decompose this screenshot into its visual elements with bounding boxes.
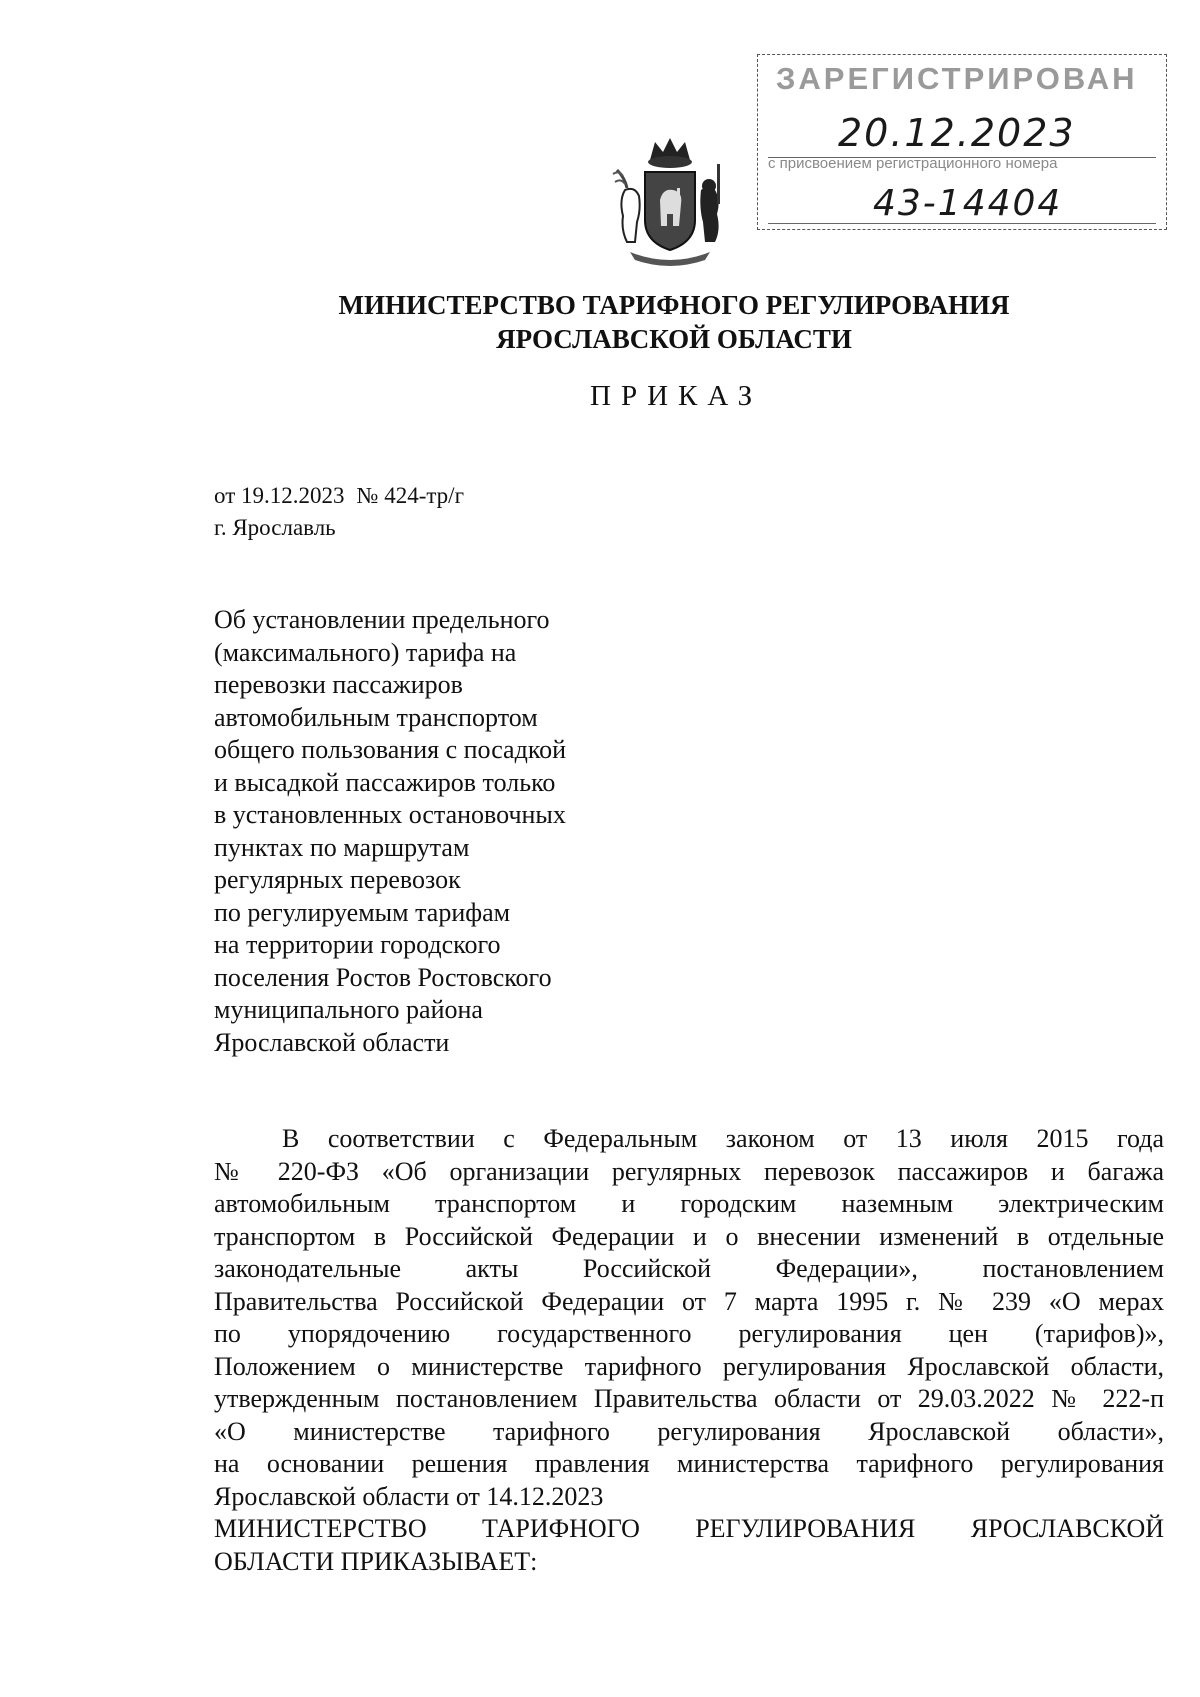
subject-line: муниципального района (214, 995, 483, 1024)
document-city: г. Ярославль (214, 515, 336, 540)
subject-line: регулярных перевозок (214, 865, 461, 894)
document-type: ПРИКАЗ (590, 380, 763, 412)
document-subject (214, 604, 644, 1059)
stamp-date: 20.12.2023 (838, 111, 1076, 155)
subject-line: автомобильным транспортом (214, 702, 538, 732)
body-line: транспортом в Российской Федерации и о внесении изменений в отдельные (214, 1221, 1164, 1251)
stamp-title: ЗАРЕГИСТРИРОВАН (776, 61, 1138, 96)
stamp-note: с присвоением регистрационного номера (768, 155, 1058, 172)
subject-line: на территории городского (214, 930, 501, 959)
subject-line: Ярославской области (214, 1027, 450, 1057)
body-line: законодательные акты Российской Федерации», постановлением (214, 1254, 1164, 1283)
subject-line: в установленных остановочных (214, 800, 566, 829)
body-line: ОБЛАСТИ ПРИКАЗЫВАЕТ: (214, 1546, 538, 1576)
organization-name-line2: ЯРОСЛАВСКОЙ ОБЛАСТИ (496, 324, 852, 354)
organization-name-line1: МИНИСТЕРСТВО ТАРИФНОГО РЕГУЛИРОВАНИЯ (338, 290, 1010, 320)
subject-line: (максимального) тарифа на (214, 637, 517, 667)
registration-stamp (757, 54, 1167, 230)
body-line: по упорядочению государственного регулирования цен (тарифов)», (214, 1319, 1164, 1348)
subject-line: и высадкой пассажиров только (214, 767, 556, 797)
document-date: от 19.12.2023 (214, 483, 345, 508)
body-line: на основании решения правления министерства тарифного регулирования (214, 1449, 1164, 1478)
document-body (214, 1123, 1164, 1578)
subject-line: перевозки пассажиров (214, 670, 463, 699)
subject-line: общего пользования с посадкой (214, 735, 567, 764)
body-line: В соответствии с Федеральным законом от 13 июля 2015 года (282, 1124, 1164, 1153)
body-line: автомобильным транспортом и городским наземным электрическим (214, 1189, 1164, 1218)
subject-line: по регулируемым тарифам (214, 897, 511, 927)
body-line: «О министерстве тарифного регулирования Ярославской области», (214, 1416, 1164, 1446)
body-line: Ярославской области от 14.12.2023 (214, 1481, 604, 1511)
subject-line: Об установлении предельного (214, 605, 550, 634)
coat-of-arms-icon (605, 130, 735, 270)
subject-line: поселения Ростов Ростовского (214, 962, 552, 992)
body-line: Правительства Российской Федерации от 7 марта 1995 г. № 239 «О мерах (214, 1286, 1164, 1316)
subject-line: пунктах по маршрутам (214, 832, 470, 862)
body-line: № 220-ФЗ «Об организации регулярных перевозок пассажиров и багажа (214, 1156, 1164, 1186)
document-meta (214, 480, 464, 544)
document-number: № 424-тр/г (356, 483, 465, 508)
organization-name (0, 288, 1200, 356)
body-line: МИНИСТЕРСТВО ТАРИФНОГО РЕГУЛИРОВАНИЯ ЯРОСЛАВСКОЙ (214, 1514, 1164, 1543)
body-line: утвержденным постановлением Правительства области от 29.03.2022 № 222-п (214, 1384, 1164, 1413)
body-line: Положением о министерстве тарифного регулирования Ярославской области, (214, 1351, 1164, 1381)
stamp-number: 43-14404 (873, 183, 1063, 224)
